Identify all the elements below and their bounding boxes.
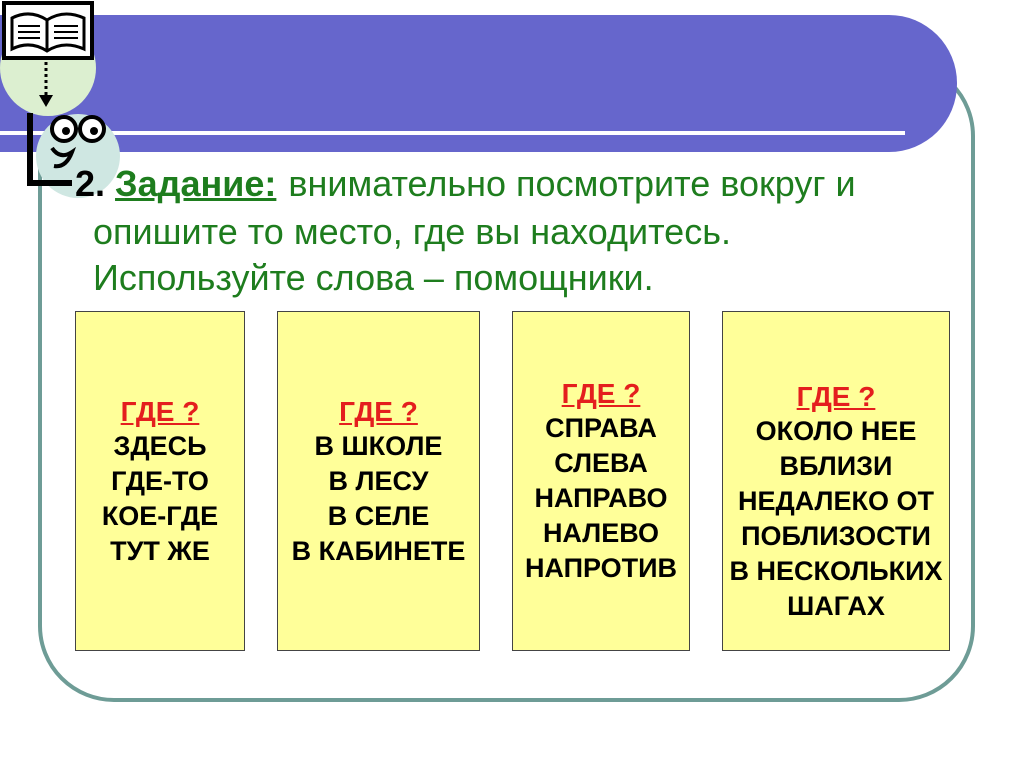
box-item: ШАГАХ	[787, 590, 885, 621]
task-line-3: Используйте слова – помощники.	[93, 257, 654, 298]
task-line-1	[75, 160, 856, 207]
box-item: ОКОЛО НЕЕ	[755, 415, 917, 446]
word-box-2	[277, 311, 480, 651]
box-item: ВБЛИЗИ	[779, 450, 893, 481]
box-heading: ГДЕ ?	[796, 380, 876, 412]
box-heading: ГДЕ ?	[339, 395, 418, 427]
box-item: ТУТ ЖЕ	[110, 535, 210, 566]
box-item: В ШКОЛЕ	[314, 430, 443, 461]
box-item: НАПРОТИВ	[524, 553, 678, 583]
box-item: НАЛЕВО	[542, 518, 660, 548]
icons-layer	[0, 0, 140, 210]
task-line-2: опишите то место, где вы находитесь.	[93, 211, 731, 252]
box-item: В СЕЛЕ	[327, 500, 430, 531]
thinking-face-icon	[30, 113, 104, 183]
task-label: Задание:	[115, 163, 277, 204]
box-item: НАПРАВО	[534, 483, 668, 513]
word-box-1	[75, 311, 245, 651]
box-item: В ЛЕСУ	[328, 465, 429, 496]
word-box-4	[722, 311, 950, 651]
box-item: КОЕ-ГДЕ	[101, 500, 219, 531]
task-text-1: внимательно посмотрите вокруг и	[288, 163, 856, 204]
box-heading: ГДЕ ?	[120, 395, 200, 427]
open-book-icon	[4, 3, 92, 58]
task-number: 2.	[75, 163, 106, 204]
box-item: СПРАВА	[545, 413, 657, 443]
box-item: ЗДЕСЬ	[113, 430, 207, 461]
box-item: ГДЕ-ТО	[111, 465, 209, 496]
box-heading: ГДЕ ?	[561, 378, 641, 409]
box-item: В КАБИНЕТЕ	[291, 535, 466, 566]
box-item: В НЕСКОЛЬКИХ	[729, 555, 943, 586]
box-item: НЕДАЛЕКО ОТ	[737, 485, 934, 516]
box-item: СЛЕВА	[554, 448, 648, 478]
dotted-down-arrow-icon	[39, 62, 53, 107]
word-box-3	[512, 311, 690, 651]
box-item: ПОБЛИЗОСТИ	[741, 520, 931, 551]
